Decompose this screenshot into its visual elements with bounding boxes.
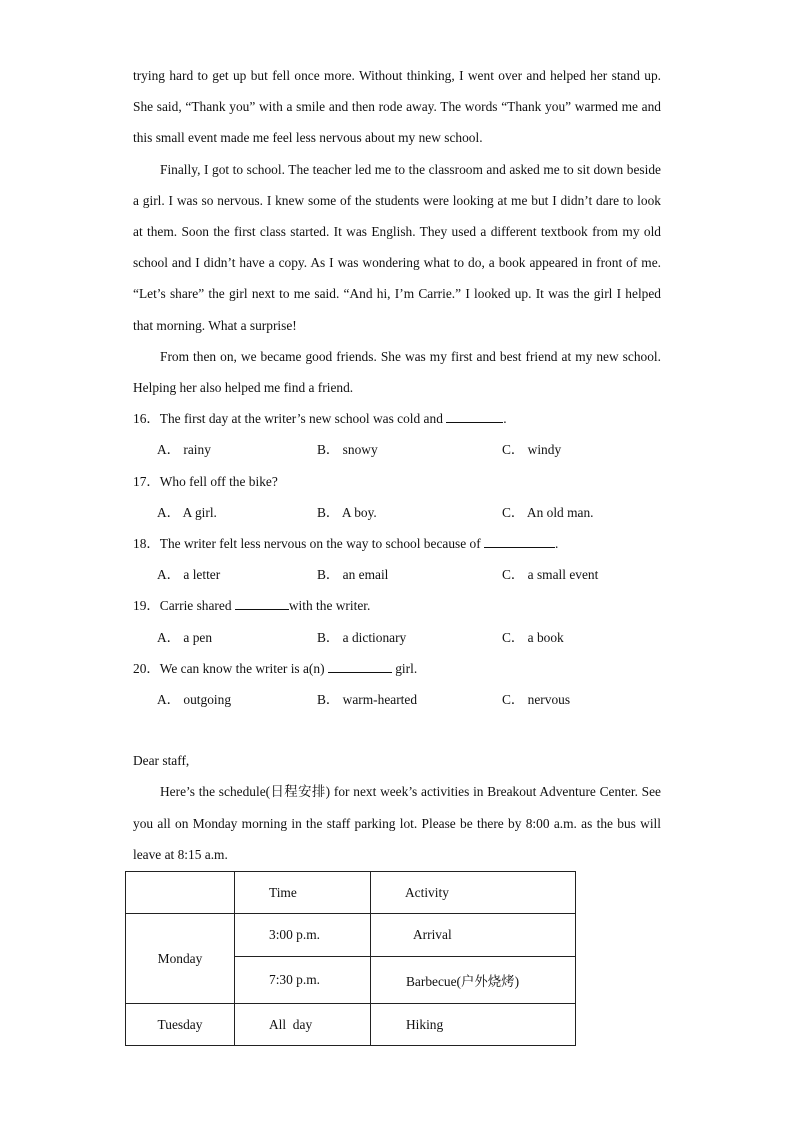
question-text-end: . <box>555 536 559 552</box>
question-text: Who fell off the bike? <box>159 473 278 489</box>
question-number: 16． <box>133 411 160 427</box>
answer-blank <box>328 660 392 673</box>
passage-paragraph-3: From then on, we became good friends. She was my first and best friend at my new school. Helping her also helped me find a friend. <box>133 348 661 396</box>
question-number: 20． <box>133 660 160 676</box>
question-text: We can know the writer is a(n) <box>159 660 328 676</box>
question-text-end: girl. <box>391 660 418 676</box>
option-a[interactable]: A． outgoing <box>157 692 232 707</box>
question-20 <box>133 653 661 715</box>
document-page <box>133 60 661 870</box>
option-a[interactable]: A． A girl. <box>157 504 217 520</box>
header-empty-cell <box>126 872 235 914</box>
passage-paragraph-1: trying hard to get up but fell once more. Without thinking, I went over and helped her stand up. She said, “Thank you” with a smile and then rode away. The words “Thank you” warmed me and this small event made me feel less nervous about my new school. <box>133 68 661 146</box>
answer-blank <box>446 410 503 423</box>
option-c[interactable]: C． a small event <box>502 567 599 583</box>
option-a[interactable]: A． a pen <box>157 629 213 645</box>
option-c[interactable]: C． windy <box>502 442 562 458</box>
option-c[interactable]: C． An old man. <box>502 504 594 520</box>
option-b[interactable]: B． snowy <box>317 442 378 458</box>
question-19 <box>133 590 661 652</box>
answer-blank <box>484 535 555 548</box>
option-a[interactable]: A． a letter <box>157 567 221 583</box>
activity-cell: Hiking <box>371 1004 576 1046</box>
activity-cell: Arrival <box>371 914 576 957</box>
option-b[interactable]: B． A boy. <box>317 504 377 520</box>
question-18 <box>133 528 661 590</box>
question-17 <box>133 466 661 528</box>
table-row <box>126 1004 576 1046</box>
option-c[interactable]: C． a book <box>502 629 564 645</box>
header-activity: Activity <box>371 872 576 914</box>
question-number: 17． <box>133 473 160 489</box>
option-b[interactable]: B． an email <box>317 567 389 583</box>
option-b[interactable]: B． a dictionary <box>317 629 407 645</box>
letter-greeting: Dear staff, <box>133 753 190 769</box>
option-c[interactable]: C． nervous <box>502 692 571 707</box>
option-b[interactable]: B． warm-hearted <box>317 692 418 707</box>
question-text: Carrie shared <box>159 598 235 614</box>
day-tuesday: Tuesday <box>126 1004 235 1046</box>
question-number: 19． <box>133 598 160 614</box>
question-text: The first day at the writer’s new school was cold and <box>159 411 447 427</box>
option-a[interactable]: A． rainy <box>157 442 211 458</box>
header-time: Time <box>235 872 371 914</box>
question-text-end: . <box>503 411 507 427</box>
time-cell: 3:00 p.m. <box>235 914 371 957</box>
time-cell: 7:30 p.m. <box>235 957 371 1004</box>
time-cell: All day <box>235 1004 371 1046</box>
section-gap <box>133 715 661 745</box>
table-row <box>126 914 576 957</box>
schedule-table <box>125 871 576 1046</box>
question-text: The writer felt less nervous on the way to school because of <box>159 536 485 552</box>
activity-cell: Barbecue(户外烧烤) <box>371 957 576 1004</box>
question-number: 18． <box>133 536 160 552</box>
question-16 <box>133 403 661 465</box>
question-text-end: with the writer. <box>288 598 371 614</box>
letter-body: Here’s the schedule(日程安排) for next week’s activities in Breakout Adventure Center. See you all on Monday morning in the staff parking lot. Please be there by 8:00 a.m. as the bus will leave at 8:15 a.m. <box>133 784 661 862</box>
passage-paragraph-2: Finally, I got to school. The teacher led me to the classroom and asked me to sit down beside a girl. I was so nervous. I knew some of the students were looking at me but I didn’t dare to look at them. Soon the first class started. It was English. They used a different textbook from my old school and I didn’t have a copy. As I was wondering what to do, a book appeared in front of me. “Let’s share” the girl next to me said. “And hi, I’m Carrie.” I looked up. It was the girl I helped that morning. What a surprise! <box>133 161 661 333</box>
answer-blank <box>235 597 289 610</box>
day-monday: Monday <box>126 914 235 1004</box>
table-header-row <box>126 872 576 914</box>
